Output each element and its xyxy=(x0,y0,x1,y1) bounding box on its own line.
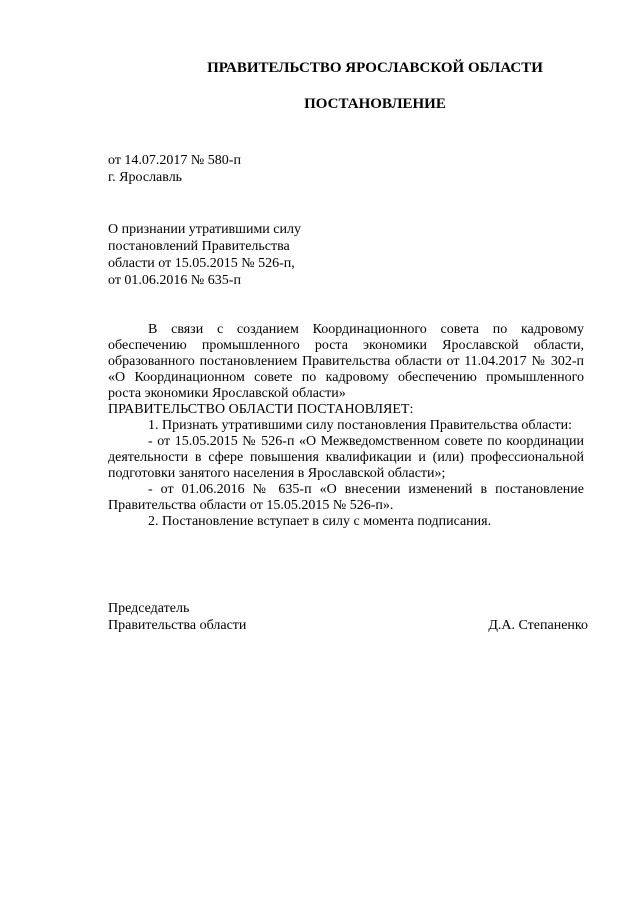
document-subject xyxy=(108,221,368,289)
clause-1-subitem-a: - от 15.05.2015 № 526-п «О Межведомственном совете по координации деятельности в сфере повышения квалификации и (или) профессиональной подготовки занятого населения в Ярославской области»; xyxy=(108,434,584,481)
subject-line: О признании утратившими силу xyxy=(108,222,301,237)
signatory-name: Д.А. Степаненко xyxy=(488,618,588,633)
preamble-paragraph: В связи с созданием Координационного совета по кадровому обеспечению промышленного роста экономики Ярославской области, образованного постановлением Правительства области от 11.04.2017 № 302-п «О Координационном совете по кадровому обеспечению промышленного роста экономики Ярославской области» xyxy=(108,322,584,401)
clause-1-subitem-b: - от 01.06.2016 № 635-п «О внесении изменений в постановление Правительства области от 15.05.2015 № 526-п». xyxy=(108,482,584,513)
decree-statement: ПРАВИТЕЛЬСТВО ОБЛАСТИ ПОСТАНОВЛЯЕТ: xyxy=(108,402,414,417)
document-meta xyxy=(108,152,408,186)
document-authority: ПРАВИТЕЛЬСТВО ЯРОСЛАВСКОЙ ОБЛАСТИ xyxy=(207,60,543,76)
subject-line: области от 15.05.2015 № 526-п, xyxy=(108,256,295,271)
clause-1: 1. Признать утратившими силу постановления Правительства области: xyxy=(148,418,573,433)
document-type: ПОСТАНОВЛЕНИЕ xyxy=(304,96,446,112)
document-date-number: от 14.07.2017 № 580-п xyxy=(108,153,241,168)
document-city: г. Ярославль xyxy=(108,170,183,185)
signatory-title-org: Правительства области xyxy=(108,618,247,633)
clause-2: 2. Постановление вступает в силу с момента подписания. xyxy=(148,514,492,529)
document-body xyxy=(108,322,584,530)
signatory-title: Председатель xyxy=(108,601,190,616)
subject-line: постановлений Правительства xyxy=(108,239,290,254)
subject-line: от 01.06.2016 № 635-п xyxy=(108,273,241,288)
